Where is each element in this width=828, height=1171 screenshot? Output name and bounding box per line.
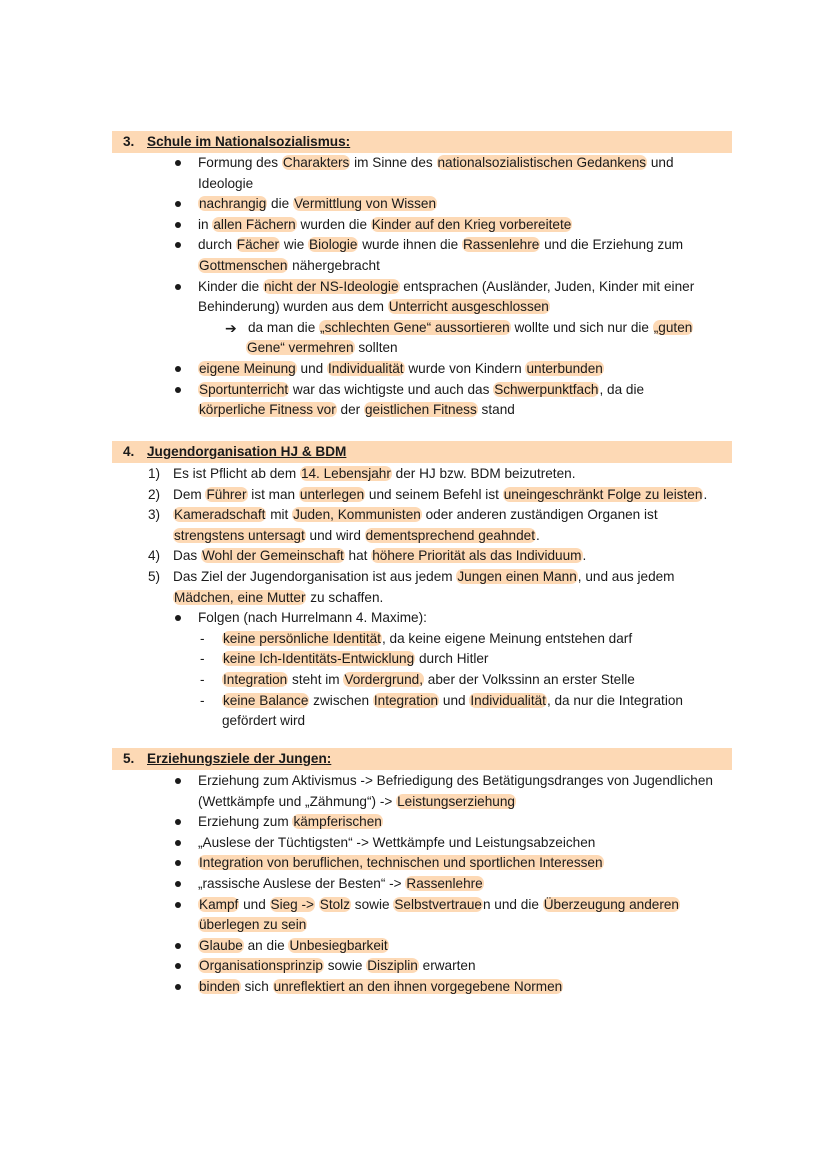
text-segment: „rassische Auslese der Besten“ -> <box>198 876 406 891</box>
text-segment: und <box>239 896 270 912</box>
list-item-line <box>198 853 604 873</box>
text-segment: , und aus jedem <box>577 569 675 584</box>
highlighted-text: Integration von beruflichen, technischen und sportlichen Interessen <box>199 855 603 871</box>
highlighted-text: Individualität <box>470 692 546 708</box>
numbered-item-line <box>173 464 575 484</box>
text-segment: wurden die <box>296 216 371 232</box>
list-item-line <box>198 215 572 235</box>
highlighted-text: unterbunden <box>526 361 603 376</box>
list-item-line <box>246 338 398 358</box>
highlighted-text: nicht der NS-Ideologie <box>264 278 399 294</box>
list-item-line <box>198 297 550 317</box>
text-segment: Kinder die <box>198 278 263 294</box>
text-segment: gefördert wird <box>222 713 306 729</box>
highlighted-text: Fächer <box>236 237 280 253</box>
section-5-heading <box>112 748 732 770</box>
text-segment: zwischen <box>309 692 373 708</box>
highlighted-text: Sportunterricht <box>199 381 289 397</box>
text-segment: wurde von Kindern <box>404 361 526 376</box>
list-item-line <box>198 771 713 791</box>
highlighted-text: „schlechten Gene“ aussortieren <box>320 319 510 335</box>
text-segment: war das wichtigste und auch das <box>289 381 494 397</box>
text-segment: zu schaffen. <box>306 589 384 605</box>
highlighted-text: Charakters <box>282 155 350 170</box>
highlighted-text: Rassenlehre <box>462 237 540 253</box>
section-5-title: Erziehungsziele der Jungen: <box>147 751 332 766</box>
highlighted-text: unreflektiert an den ihnen vorgegebene Normen <box>273 979 563 994</box>
text-segment: an die <box>243 937 289 953</box>
bullet-icon <box>175 284 181 290</box>
text-segment: Formung des <box>198 155 282 170</box>
list-item-line <box>198 812 383 832</box>
text-segment: sowie <box>323 958 367 974</box>
text-segment: aber der Volkssinn an erster Stelle <box>424 672 635 687</box>
numbered-item-number: 4) <box>148 548 161 564</box>
highlighted-text: Disziplin <box>367 958 418 974</box>
text-segment: Dem <box>173 486 206 502</box>
highlighted-text: Selbstvertraue <box>394 896 482 912</box>
highlighted-text: uneingeschränkt Folge zu leisten <box>503 486 703 502</box>
text-segment: . <box>703 486 708 502</box>
text-segment: . <box>535 527 540 543</box>
bullet-icon <box>175 819 181 825</box>
list-item-line <box>198 833 595 853</box>
text-segment: in <box>198 216 213 232</box>
list-item-line <box>198 977 563 997</box>
numbered-item-number: 5) <box>148 569 161 584</box>
highlighted-text: überlegen zu sein <box>199 917 307 933</box>
highlighted-text: Kameradschaft <box>174 507 266 523</box>
dash-item-line <box>222 670 635 690</box>
dash-marker: - <box>200 672 205 687</box>
highlighted-text: keine persönliche Identität <box>223 630 381 646</box>
text-segment: Erziehung zum Aktivismus -> Befriedigung des Betätigungsdranges von Jugendlichen <box>198 773 713 788</box>
text-segment: die <box>267 196 293 212</box>
section-3-title: Schule im Nationalsozialismus: <box>147 134 351 149</box>
text-segment: steht im <box>288 672 344 687</box>
highlighted-text: unterlegen <box>299 486 365 502</box>
highlighted-text: Jungen einen Mann <box>457 569 577 584</box>
text-segment: Folgen (nach Hurrelmann 4. Maxime): <box>198 610 427 626</box>
numbered-item-number: 1) <box>148 466 161 481</box>
highlighted-text: Stolz <box>319 896 350 912</box>
list-item-line <box>198 956 476 976</box>
highlighted-text: Integration <box>373 692 439 708</box>
highlighted-text: Kampf <box>199 896 239 912</box>
highlighted-text: Gottmenschen <box>199 258 288 273</box>
bullet-icon <box>175 860 181 866</box>
highlighted-text: allen Fächern <box>213 216 296 232</box>
text-segment: erwarten <box>418 958 476 974</box>
list-item-line <box>198 277 694 297</box>
text-segment: entsprachen (Ausländer, Juden, Kinder mit einer <box>399 278 695 294</box>
text-segment: , da nur die Integration <box>546 692 683 708</box>
text-segment: der <box>336 402 364 418</box>
highlighted-text: nationalsozialistischen Gedankens <box>437 155 647 170</box>
text-segment: Behinderung) wurden aus dem <box>198 299 388 315</box>
highlighted-text: nachrangig <box>199 196 267 212</box>
dash-item-line <box>222 691 683 711</box>
numbered-item-line <box>173 567 675 587</box>
highlighted-text: körperliche Fitness vor <box>199 402 336 418</box>
bullet-icon <box>175 902 181 908</box>
text-segment: durch <box>198 237 236 253</box>
text-segment: „Auslese der Tüchtigsten“ -> Wettkämpfe und Leistungsabzeichen <box>198 834 596 850</box>
bullet-icon <box>175 242 181 248</box>
highlighted-text: Unbesiegbarkeit <box>289 937 388 953</box>
highlighted-text: keine Balance <box>223 692 309 708</box>
bullet-icon <box>175 160 181 166</box>
dash-item-line <box>222 711 305 731</box>
list-item-line <box>248 318 693 338</box>
highlighted-text: geistlichen Fitness <box>364 402 477 418</box>
highlighted-text: Mädchen, eine Mutter <box>174 589 306 605</box>
highlighted-text: höhere Priorität als das Individuum <box>372 548 582 564</box>
bullet-icon <box>175 778 181 784</box>
list-item-line <box>198 235 683 255</box>
highlighted-text: 14. Lebensjahr <box>300 466 391 481</box>
list-item-line <box>198 915 307 935</box>
text-segment: Erziehung zum <box>198 814 293 830</box>
highlighted-text: Kinder auf den Krieg vorbereitete <box>371 216 572 232</box>
bullet-icon <box>175 201 181 207</box>
highlighted-text: binden <box>199 979 240 994</box>
bullet-icon <box>175 840 181 846</box>
bullet-icon <box>175 615 181 621</box>
numbered-item-number: 3) <box>148 507 161 523</box>
text-segment: und seinem Befehl ist <box>365 486 503 502</box>
highlighted-text: dementsprechend geahndet <box>365 527 535 543</box>
highlighted-text: „guten <box>653 319 693 335</box>
highlighted-text: Leistungserziehung <box>397 793 515 809</box>
text-segment: der HJ bzw. BDM beizutreten. <box>391 466 576 481</box>
list-item-line <box>198 174 253 194</box>
text-segment: sich <box>240 979 273 994</box>
sub-bullet-line <box>198 608 427 628</box>
text-segment: da man die <box>248 319 320 335</box>
list-item-line <box>198 380 644 400</box>
text-segment: Ideologie <box>198 175 254 191</box>
text-segment: oder anderen zuständigen Organen ist <box>421 507 658 523</box>
highlighted-text: Integration <box>223 672 288 687</box>
list-item-line <box>198 153 674 173</box>
text-segment: n und die <box>482 896 543 912</box>
list-item-line <box>198 792 516 812</box>
bullet-icon <box>175 387 181 393</box>
highlighted-text: Wohl der Gemeinschaft <box>201 548 344 564</box>
numbered-item-line <box>173 485 707 505</box>
highlighted-text: Rassenlehre <box>406 876 483 891</box>
text-segment: und <box>647 155 674 170</box>
text-segment: . <box>582 548 587 564</box>
text-segment: , da die <box>599 381 645 397</box>
numbered-item-line <box>173 505 658 525</box>
highlighted-text: Sieg -> <box>270 896 314 912</box>
bullet-icon <box>175 366 181 372</box>
bullet-icon <box>175 881 181 887</box>
section-3-number: 3. <box>123 134 135 149</box>
text-segment: und <box>296 361 327 376</box>
highlighted-text: Individualität <box>327 361 404 376</box>
highlighted-text: kämpferischen <box>293 814 382 830</box>
highlighted-text: eigene Meinung <box>199 361 296 376</box>
text-segment: im Sinne des <box>350 155 437 170</box>
text-segment: Es ist Pflicht ab dem <box>173 466 300 481</box>
text-segment: und <box>439 692 470 708</box>
text-segment: stand <box>477 402 515 418</box>
numbered-item-line <box>173 526 540 546</box>
text-segment: ist man <box>247 486 299 502</box>
text-segment: wurde ihnen die <box>358 237 462 253</box>
bullet-icon <box>175 963 181 969</box>
text-segment: Das Ziel der Jugendorganisation ist aus jedem <box>173 569 457 584</box>
highlighted-text: Unterricht ausgeschlossen <box>388 299 549 315</box>
list-item-line <box>198 400 515 420</box>
highlighted-text: Überzeugung anderen <box>543 896 679 912</box>
list-item-line <box>198 874 484 894</box>
highlighted-text: Schwerpunktfach <box>494 381 599 397</box>
text-segment: mit <box>266 507 293 523</box>
section-4-title: Jugendorganisation HJ & BDM <box>147 444 347 459</box>
highlighted-text: strengstens untersagt <box>174 527 305 543</box>
highlighted-text: Vordergrund, <box>344 672 424 687</box>
section-4-number: 4. <box>123 444 135 459</box>
text-segment: und wird <box>305 527 365 543</box>
list-item-line <box>198 194 437 214</box>
dash-item-line <box>222 629 632 649</box>
dash-item-line <box>222 649 488 669</box>
highlighted-text: keine Ich-Identitäts-Entwicklung <box>223 651 415 667</box>
numbered-item-line <box>173 588 383 608</box>
text-segment: wollte und sich nur die <box>510 319 653 335</box>
list-item-line <box>198 936 389 956</box>
dash-marker: - <box>200 692 205 708</box>
section-5-number: 5. <box>123 751 135 766</box>
list-item-line <box>198 359 604 379</box>
text-segment: (Wettkämpfe und „Zähmung“) -> <box>198 793 397 809</box>
text-segment: wie <box>280 237 309 253</box>
bullet-icon <box>175 984 181 990</box>
list-item-line <box>198 256 380 276</box>
text-segment: Das <box>173 548 201 564</box>
highlighted-text: Gene“ vermehren <box>247 340 354 356</box>
arrow-right-icon: ➔ <box>225 319 237 336</box>
bullet-icon <box>175 222 181 228</box>
section-4-heading <box>112 441 732 463</box>
dash-marker: - <box>200 651 205 667</box>
dash-marker: - <box>200 630 205 646</box>
highlighted-text: Führer <box>206 486 247 502</box>
text-segment: hat <box>344 548 372 564</box>
highlighted-text: Glaube <box>199 937 243 953</box>
list-item-line <box>198 895 680 915</box>
bullet-icon <box>175 943 181 949</box>
highlighted-text: Vermittlung von Wissen <box>293 196 437 212</box>
text-segment: und die Erziehung zum <box>540 237 684 253</box>
numbered-item-line <box>173 546 586 566</box>
highlighted-text: Organisationsprinzip <box>199 958 323 974</box>
numbered-item-number: 2) <box>148 486 161 502</box>
highlighted-text: Juden, Kommunisten <box>293 507 421 523</box>
text-segment: sollten <box>354 340 398 356</box>
text-segment: sowie <box>351 896 394 912</box>
highlighted-text: Biologie <box>309 237 358 253</box>
text-segment: durch Hitler <box>415 651 489 667</box>
section-3-heading <box>112 131 732 153</box>
text-segment: , da keine eigene Meinung entstehen darf <box>381 630 633 646</box>
text-segment: nähergebracht <box>288 258 380 273</box>
